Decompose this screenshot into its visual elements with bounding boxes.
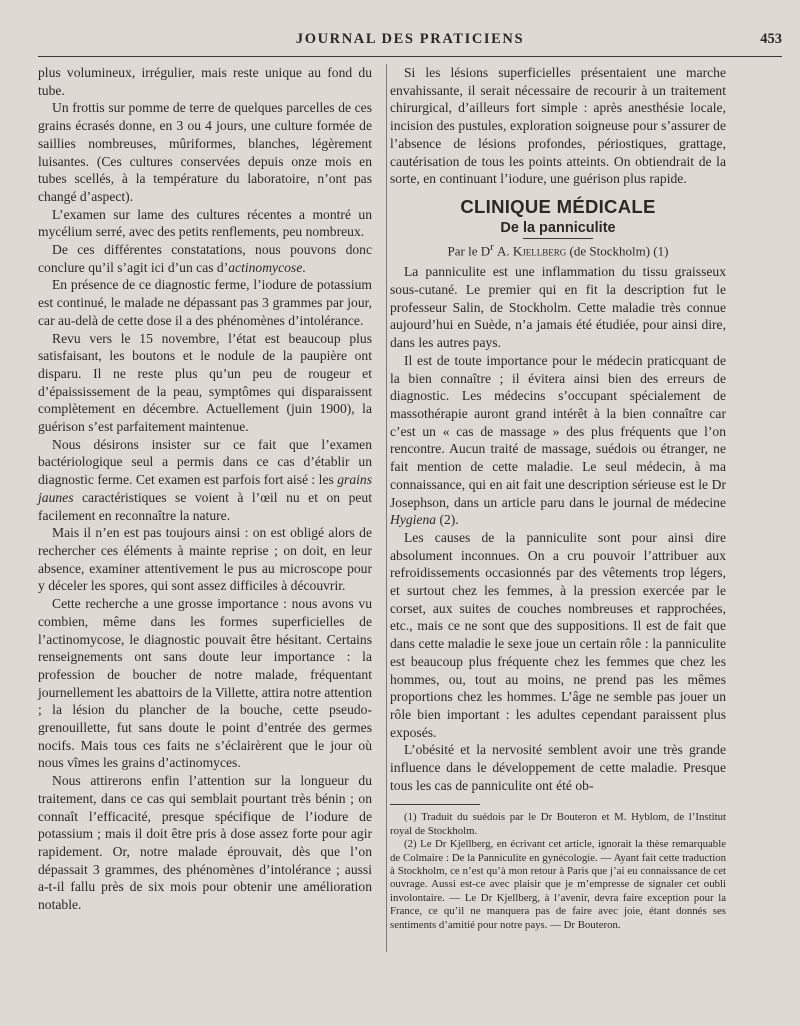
paragraph-text: (2). xyxy=(436,512,459,528)
section-title: CLINIQUE MÉDICALE xyxy=(460,195,656,217)
paragraph: Si les lésions superficielles présentaient une marche envahissante, il serait nécessaire de recourir à un traitement chirurgical, d’ailleurs fort simple : après anesthésie locale, incision des pustules, exploration soigneuse pour s’assurer de l’absence de lésions profondes, périostiques, grattage, cautérisation de tous les points atteints. On obtiendrait de la sorte, en continuant l’iodure, une guérison plus rapide. xyxy=(390,65,726,187)
author-name: A. Kjellberg xyxy=(497,243,567,259)
footnotes xyxy=(390,811,726,932)
journal-title: JOURNAL DES PRATICIENS xyxy=(295,31,525,47)
paragraph: Nous attirerons enfin l’attention sur la longueur du traitement, dans ce cas qui semblait pourtant très bénin ; on connaît l’efficacité, presque spécifique de l’iodure de potassium ; mais il doit être pris à dose assez forte pour agir rapidement. Or, notre malade éprouvait, dès que l’on dépassait 3 grammes, des phénomènes d’intolérance ; aussi a-t-il fallu près de six mois pour obtenir une amélioration notable. xyxy=(38,773,372,913)
paragraph: De ces différentes constatations, nous pouvons donc conclure qu’il s’agit ici d’un cas d’actinomycose. xyxy=(38,242,372,275)
paragraph: L’examen sur lame des cultures récentes a montré un mycélium serré, avec des petits renflements, peu nombreux. xyxy=(38,206,372,240)
right-column xyxy=(390,64,726,932)
byline xyxy=(390,239,726,260)
page-number: 453 xyxy=(760,31,782,47)
italic-term: actinomycose xyxy=(228,259,303,275)
paragraph-text: Nous désirons insister sur ce fait que l’examen bactériologique seul a permis dans ce cas d’établir un diagnostic ferme. Cet examen est parfois fort aisé : les xyxy=(38,436,372,488)
italic-term: Hygiena xyxy=(390,512,437,528)
footnote: (1) Traduit du suédois par le Dr Bouteron et M. Hyblom, de l’Institut royal de Stockholm. xyxy=(390,811,726,837)
paragraph: Revu vers le 15 novembre, l’état est beaucoup plus satisfaisant, les boutons et le nodule de la paupière ont disparu. Il ne reste plus qu’un peu de rougeur et d’épaississement de la peau, symptômes qui disparaissent complètement en décembre. Actuellement (juin 1900), la guérison s’est parfaitement maintenue. xyxy=(38,330,372,435)
footnote: (2) Le Dr Kjellberg, en écrivant cet article, ignorait la thèse remarquable de Colmaire : De la Panniculite en gynécologie. — Ayant fait cette traduction à Stockholm, ce n’est qu’à mon retour à Paris que j’ai eu connaissance de cet ouvrage. Aussi est-ce avec plaisir que je m’empresse de signaler cet oubli involontaire. — Le Dr Kjellberg, à l’avenir, devra faire exception pour la France, ce qu’il ne manquera pas de faire avec joie, étant donnés ses sentiments d’amitié pour notre pays. — Dr Bouteron. xyxy=(390,838,726,931)
paragraph: Les causes de la panniculite sont pour ainsi dire absolument inconnues. On a cru pouvoir l’attribuer aux refroidissements occasionnés par des vêtements trop légers, et surtout chez les femmes, à la pression exercée par le corset, aux suites de couches nombreuses et rapprochées, etc., mais ce ne sont que des suppositions. Il est de fait que dans cette maladie le sexe joue un certain rôle : la panniculite est beaucoup plus fréquente chez les femmes que chez les hommes, ou, tout au moins, ne prend pas les mêmes proportions chez les hommes. L’âge ne semble pas jouer un rôle bien important : les adultes cependant paraissent plus exposés. xyxy=(390,529,726,740)
byline-prefix: Par le D xyxy=(447,243,491,259)
paragraph: L’obésité et la nervosité semblent avoir une très grande influence dans le développement de cette maladie. Presque tous les cas de panniculite ont été ob- xyxy=(390,742,726,793)
paragraph: Mais il n’en est pas toujours ainsi : on est obligé alors de rechercher ces éléments à mainte reprise ; on doit, en leur absence, examiner attentivement le pus au microscope pour y déceler les spores, qui sont assez difficiles à découvrir. xyxy=(38,525,372,594)
italic-term: grains jaunes xyxy=(38,472,372,505)
byline-suffix: (de Stockholm) (1) xyxy=(566,243,669,259)
left-column xyxy=(38,64,372,914)
paragraph: La panniculite est une inflammation du tissu graisseux sous-cutané. Le premier qui en fit la description fut le professeur Salin, de Stockholm. Cette maladie très connue aujourd’hui en Suède, n’a jamais été étudiée, pour ainsi dire, dans les autres pays. xyxy=(390,264,726,351)
paragraph xyxy=(38,436,372,525)
paragraph: En présence de ce diagnostic ferme, l’iodure de potassium est continué, le malade ne dépassant pas 3 grammes par jour, car au-delà de cette dose il a des phénomènes d’intolérance. xyxy=(38,277,372,328)
article-title: De la panniculite xyxy=(500,219,616,236)
paragraph xyxy=(390,352,726,529)
footnote-rule xyxy=(390,804,480,805)
paragraph: Cette recherche a une grosse importance : nous avons vu combien, même dans les formes superficielles de l’actinomycose, le diagnostic pouvait être hésitant. Certains renseignements ont sans doute leur importance : la profession de boucher de notre malade, fréquentant journellement les abattoirs de la Villette, attira notre attention ; la lésion du plancher de la bouche, cette pseudo-grenouillette, fut sans doute le point d’entrée des germes nocifs. Mais tous ces faits ne s’éclairèrent que le jour où nous vîmes les grains d’actinomyces. xyxy=(38,596,372,771)
byline-sup: r xyxy=(490,241,494,254)
paragraph: plus volumineux, irrégulier, mais reste unique au fond du tube. xyxy=(38,65,372,98)
paragraph: Un frottis sur pomme de terre de quelques parcelles de ces grains écrasés donne, en 3 ou 4 jours, une culture formée de saillies nombreuses, mûriformes, blanches, légèrement luisantes. (Ces cultures conservées depuis onze mois en tubes scellés, à la température du laboratoire, n’ont pas changé d’aspect). xyxy=(38,100,372,204)
page-header xyxy=(38,26,782,52)
header-rule xyxy=(38,56,782,57)
paragraph-text: De ces différentes constatations, nous pouvons donc conclure qu’il s’agit ici d’un cas d’ xyxy=(38,242,372,275)
paragraph-text: Il est de toute importance pour le médecin praticquant de la bien connaître ; il évitera ainsi bien des erreurs de diagnostic. Les médecins s’occupant spécialement de massothérapie auront grand intérêt à la bien connaître car c’est un « cas de massage » des plus fréquents que l’on rencontre. Aucun traité de massage, suédois ou étranger, ne fait mention de cette maladie. Le seul médecin, à ma connaissance, qui en ait fait une description sérieuse est le Dr Josephson, dans un article paru dans le journal de médecine xyxy=(390,352,726,510)
paragraph-text: caractéristiques se voient à l’œil nu et on peut facilement en reconnaître la nature. xyxy=(38,489,372,523)
column-divider xyxy=(386,64,387,952)
